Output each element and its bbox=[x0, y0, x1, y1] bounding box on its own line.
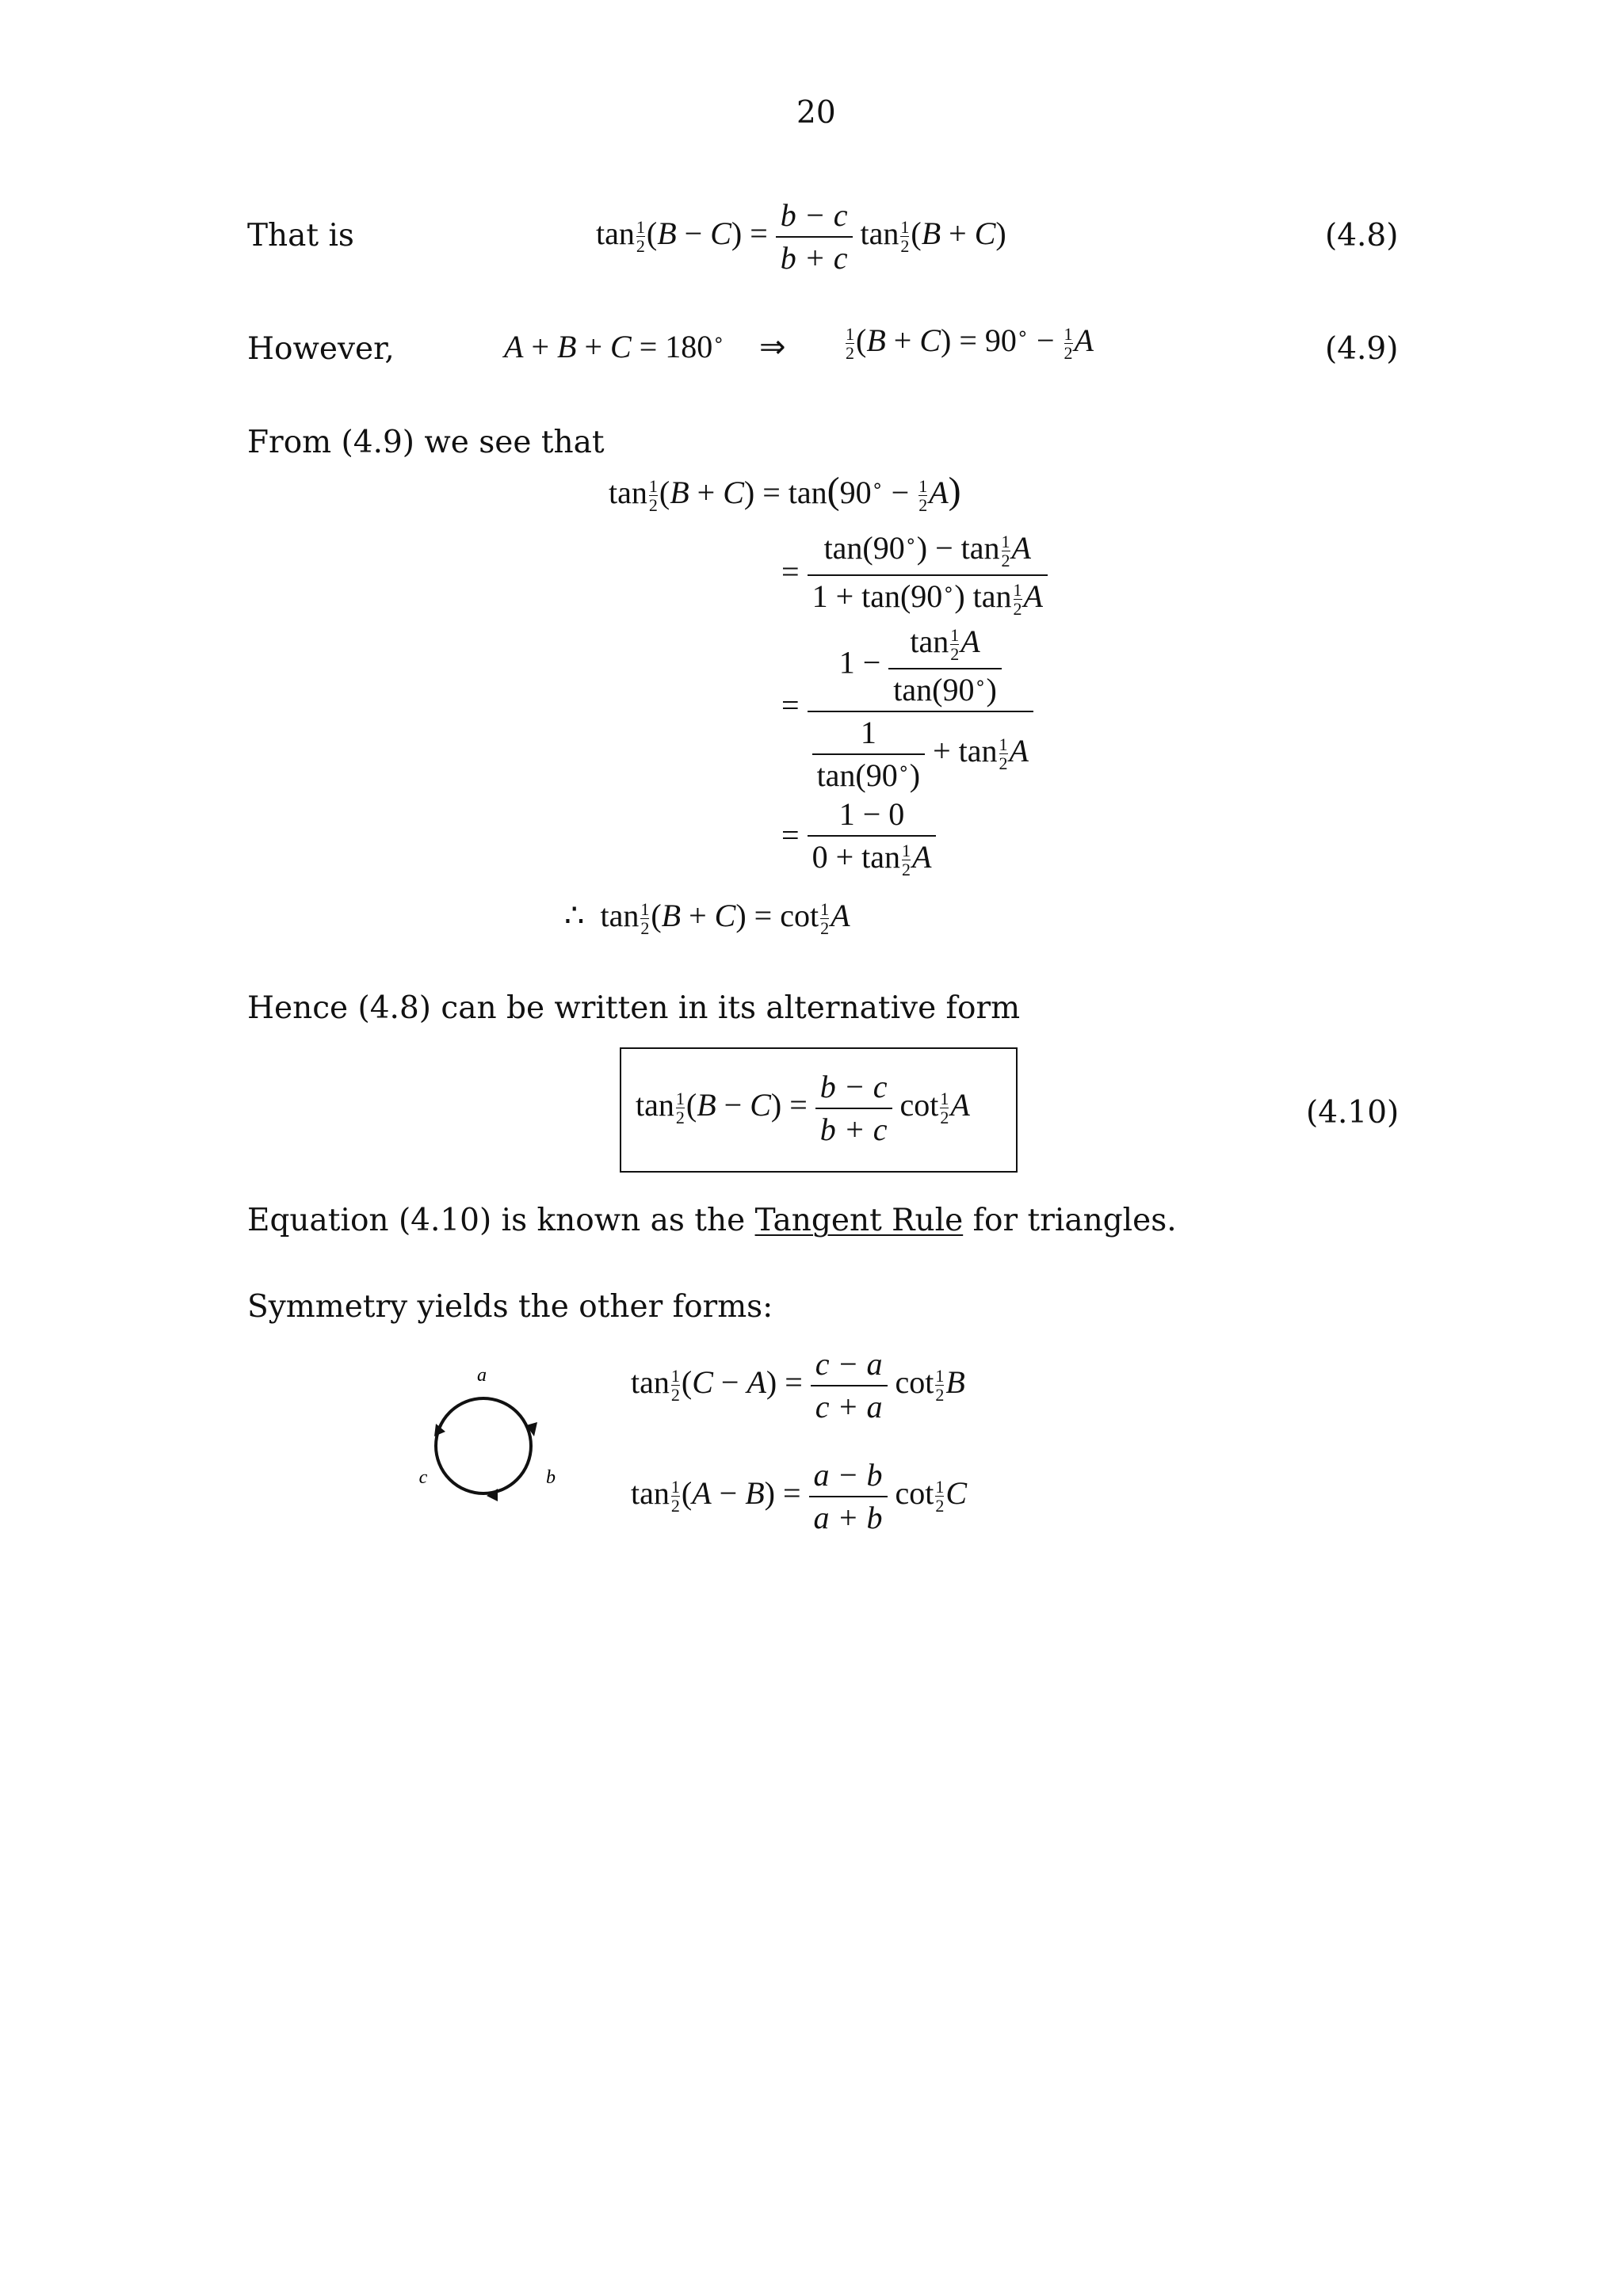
derivation-line-4: = 1 − 0 0 + tan $\frac{1}{2}$ A bbox=[781, 799, 936, 879]
arrow-head-bottom bbox=[487, 1489, 498, 1501]
equation-post-text: for triangles. bbox=[972, 1203, 1177, 1238]
equation-number-4-9: (4.9) bbox=[1325, 331, 1399, 367]
derivation-line-3: = 1 − tan $\frac{1}{2}$ A tan(90∘) $\frac{1}{\tan(90^\circ)}$ + tan $\frac{1}{2}$ A bbox=[781, 626, 1033, 791]
diagram-label-a: a bbox=[477, 1365, 487, 1386]
derivation-line-2: = tan(90∘) − tan $\frac{1}{2}$ A 1 + tan(90∘) tan $\frac{1}{2}$ A bbox=[781, 532, 1048, 618]
label-however: However, bbox=[247, 331, 395, 367]
page-number: 20 bbox=[796, 95, 836, 131]
symmetry-equation-a-b: tan $\frac{1}{2}$ (A − B) = $\frac{a - b}{a + b}$ cot $\frac{1}{2}$ C bbox=[631, 1457, 968, 1535]
symmetry-equation-c-a: tan $\frac{1}{2}$ (C − A) = $\frac{c - a}{c + a}$ cot $\frac{1}{2}$ B bbox=[631, 1346, 965, 1425]
derivation-line-1: tan $\frac{1}{2}$ (B + C) = tan(90∘ − $\frac{1}{2}$ A) bbox=[609, 470, 961, 515]
equation-number-4-10: (4.10) bbox=[1306, 1095, 1400, 1131]
label-hence: Hence (4.8) can be written in its alternative form bbox=[247, 990, 1021, 1026]
derivation-conclusion: ∴ tan $\frac{1}{2}$ (B + C) = cot $\frac{1}{2}$ A bbox=[564, 898, 850, 938]
tangent-rule-term: Tangent Rule bbox=[754, 1203, 964, 1238]
equation-pre-text: Equation (4.10) is known as the bbox=[247, 1203, 746, 1238]
label-symmetry: Symmetry yields the other forms: bbox=[247, 1289, 773, 1325]
diagram-label-c: c bbox=[418, 1467, 428, 1488]
diagram-label-b: b bbox=[546, 1467, 556, 1488]
equation-number-4-8: (4.8) bbox=[1325, 218, 1399, 254]
tangent-rule-sentence bbox=[247, 1203, 1177, 1238]
label-that-is: That is bbox=[247, 218, 354, 254]
equation-4-10: tan $\frac{1}{2}$ (B − C) = $\frac{b - c}{b + c}$ cot $\frac{1}{2}$ A bbox=[636, 1069, 970, 1147]
equation-4-8: tan $\frac{1}{2}$ (B − C) = $\frac{b - c}{b + c}$ tan $\frac{1}{2}$ (B + C) bbox=[596, 197, 1006, 276]
equation-4-9-right: $\frac{1}{2}$ (B + C) = 90∘ − $\frac{1}{2}$ A bbox=[846, 322, 1094, 363]
equation-4-9-left: A + B + C = 180∘ bbox=[504, 329, 725, 364]
cycle-circle bbox=[436, 1398, 531, 1493]
label-from-4-9: From (4.9) we see that bbox=[247, 425, 605, 460]
cyclic-permutation-diagram bbox=[404, 1359, 579, 1533]
implies-arrow: ⇒ bbox=[759, 329, 786, 364]
